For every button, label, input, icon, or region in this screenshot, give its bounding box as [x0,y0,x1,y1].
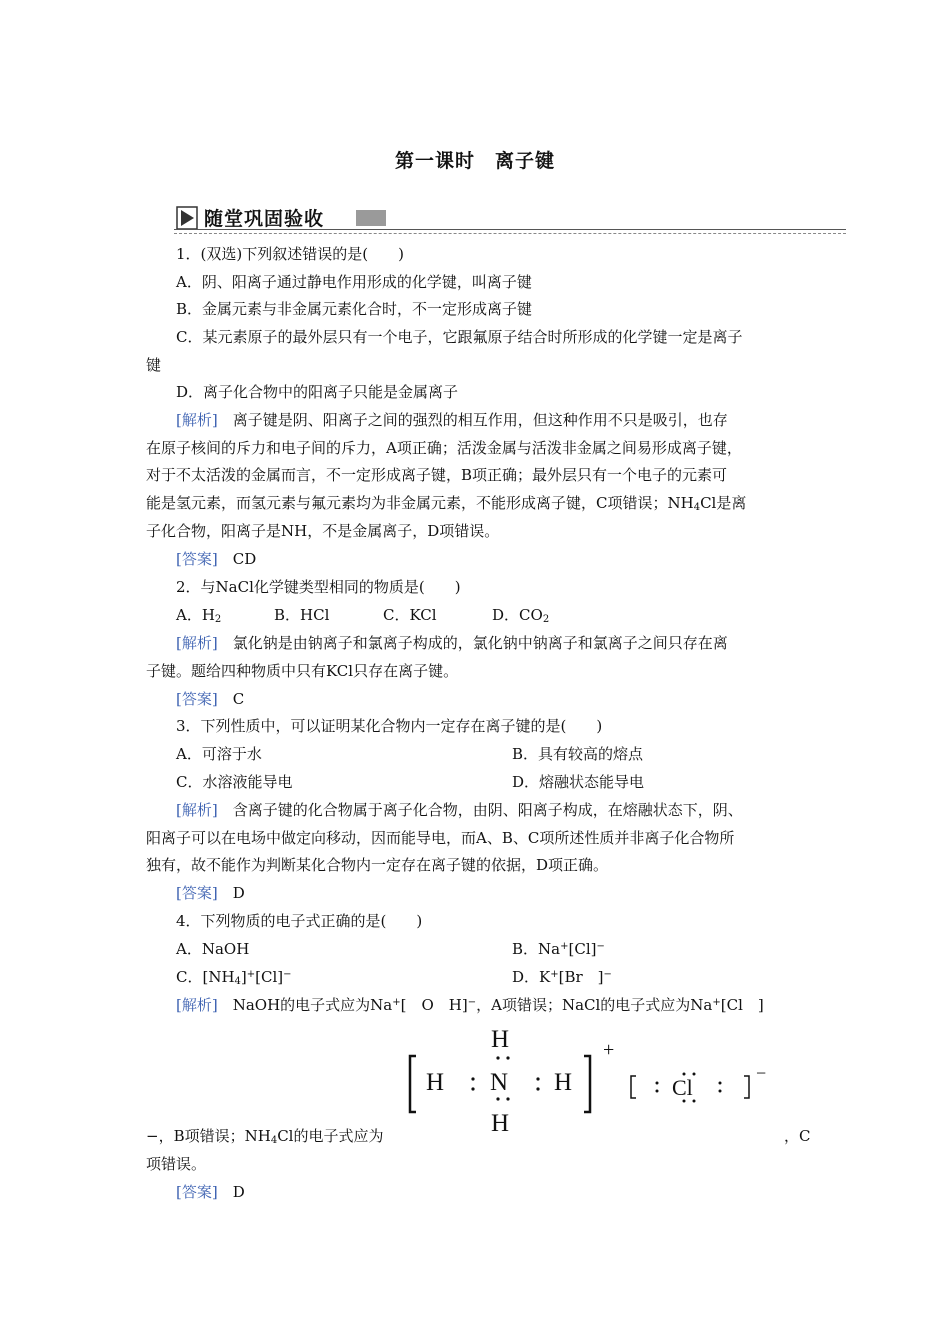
q1-option-c-cont: 键 [146,356,162,374]
answer-tag: [答案] [176,1183,218,1201]
q3-option-d: D．熔融状态能导电 [512,773,645,791]
formula-h-bottom: H [491,1110,510,1136]
answer-tag: [答案] [176,690,218,708]
q1-analysis-line: [解析] 离子键是阴、阳离子之间的强烈的相互作用，但这种作用不只是吸引，也存 [176,411,728,429]
formula-h-left: H [426,1069,445,1096]
q1-option-d: D．离子化合物中的阳离子只能是金属离子 [176,383,459,401]
q4-stem: 4．下列物质的电子式正确的是( ) [176,912,423,930]
q4-analysis-line: 项错误。 [146,1155,207,1173]
q4-analysis-line-end: ，C [784,1127,811,1145]
formula-plus: + [603,1039,615,1061]
q1-stem: 1．(双选)下列叙述错误的是( ) [176,245,404,263]
q4-analysis-line: [解析] NaOH的电子式应为Na+[ O H]−，A项错误；NaCl的电子式应为Na+[Cl ] [176,996,764,1014]
electron-dot [506,1056,509,1059]
section-banner [174,200,846,234]
q1-analysis-line: 对于不太活泼的金属而言，不一定形成离子键，B项正确；最外层只有一个电子的元素可 [146,466,728,484]
q3-stem: 3．下列性质中，可以证明某化合物内一定存在离子键的是( ) [176,717,603,735]
q4-option-a: A．NaOH [176,940,250,958]
q2-analysis-line: [解析] 氯化钠是由钠离子和氯离子构成的，氯化钠中钠离子和氯离子之间只存在离 [176,634,728,652]
q1-analysis-line: 能是氢元素，而氢元素与氟元素均为非金属元素，不能形成离子键，C项错误；$NH_4Cl$是离 [146,494,747,513]
electron-dot [719,1090,722,1093]
play-arrow-icon [176,206,198,230]
q4-option-d: D．K+[Br ]− [512,968,612,986]
q4-answer: [答案] D [176,1183,245,1201]
q1-option-b: B．金属元素与非金属元素化合时，不一定形成离子键 [176,300,533,318]
q2-answer: [答案] C [176,690,245,708]
nh4cl-electron-formula [404,1024,784,1136]
right-bracket [584,1056,590,1112]
q3-option-c: C．水溶液能导电 [176,773,293,791]
q1-analysis-line: 在原子核间的斥力和电子间的斥力，A项正确；活泼金属与活泼非金属之间易形成离子键， [146,439,742,457]
q3-analysis-line: [解析] 含离子键的化合物属于离子化合物，由阴、阳离子构成，在熔融状态下，阴、 [176,801,743,819]
electron-dot [683,1073,686,1076]
page-title: 第一课时 离子键 [394,150,555,172]
q4-analysis-line: −，B项错误；$NH_4Cl$的电子式应为 [146,1127,384,1146]
formula-minus: − [756,1063,767,1083]
q3-option-a: A．可溶于水 [176,745,262,763]
analysis-tag: [解析] [176,411,218,429]
q3-answer: [答案] D [176,884,245,902]
electron-dot [719,1082,722,1085]
q2-option-b: B．HCl [274,606,330,624]
banner-dashed-rule [174,233,846,234]
electron-dot [656,1082,659,1085]
q2-option-d: D．$CO_2$ [492,606,550,625]
electron-dot [496,1056,499,1059]
q3-option-b: B．具有较高的熔点 [512,745,644,763]
formula-cl: Cl [672,1075,693,1100]
analysis-tag: [解析] [176,996,218,1014]
electron-dot [656,1090,659,1093]
q2-stem: 2．与NaCl化学键类型相同的物质是( ) [176,578,461,596]
electron-dot [693,1073,696,1076]
electron-dot [536,1087,539,1090]
left-bracket-small [631,1076,636,1098]
q2-option-c: C．KCl [383,606,437,624]
left-bracket [410,1056,416,1112]
banner-label: 随堂巩固验收 [204,208,325,230]
electron-dot [536,1077,539,1080]
formula-h-right: H [554,1069,573,1096]
electron-dot [471,1077,474,1080]
q3-analysis-line: 阳离子可以在电场中做定向移动，因而能导电，而A、B、C项所述性质并非离子化合物所 [146,829,735,847]
electron-dot [506,1097,509,1100]
answer-tag: [答案] [176,884,218,902]
formula-n: N [490,1069,509,1096]
q4-option-b: B．Na+[Cl]− [512,940,605,958]
banner-rule [174,229,846,230]
q1-option-c: C．某元素原子的最外层只有一个电子，它跟氟原子结合时所形成的化学键一定是离子 [176,328,743,346]
q3-analysis-line: 独有，故不能作为判断某化合物内一定存在离子键的依据，D项正确。 [146,856,609,874]
q1-answer: [答案] CD [176,550,257,568]
analysis-tag: [解析] [176,634,218,652]
q4-option-c: C．$[NH_4]^+[Cl]^-$ [176,968,292,987]
analysis-tag: [解析] [176,801,218,819]
electron-dot [471,1087,474,1090]
electron-dot [693,1100,696,1103]
electron-dot [683,1100,686,1103]
banner-bar [356,210,386,226]
formula-h-top: H [491,1026,510,1053]
q1-option-a: A．阴、阳离子通过静电作用形成的化学键，叫离子键 [176,273,532,291]
electron-dot [496,1097,499,1100]
answer-tag: [答案] [176,550,218,568]
q1-analysis-line: 子化合物，阳离子是NH，不是金属离子，D项错误。 [146,522,500,540]
right-bracket-small [744,1076,749,1098]
q2-analysis-line: 子键。题给四种物质中只有KCl只存在离子键。 [146,662,459,680]
q2-option-a: A．$H_2$ [176,606,222,625]
